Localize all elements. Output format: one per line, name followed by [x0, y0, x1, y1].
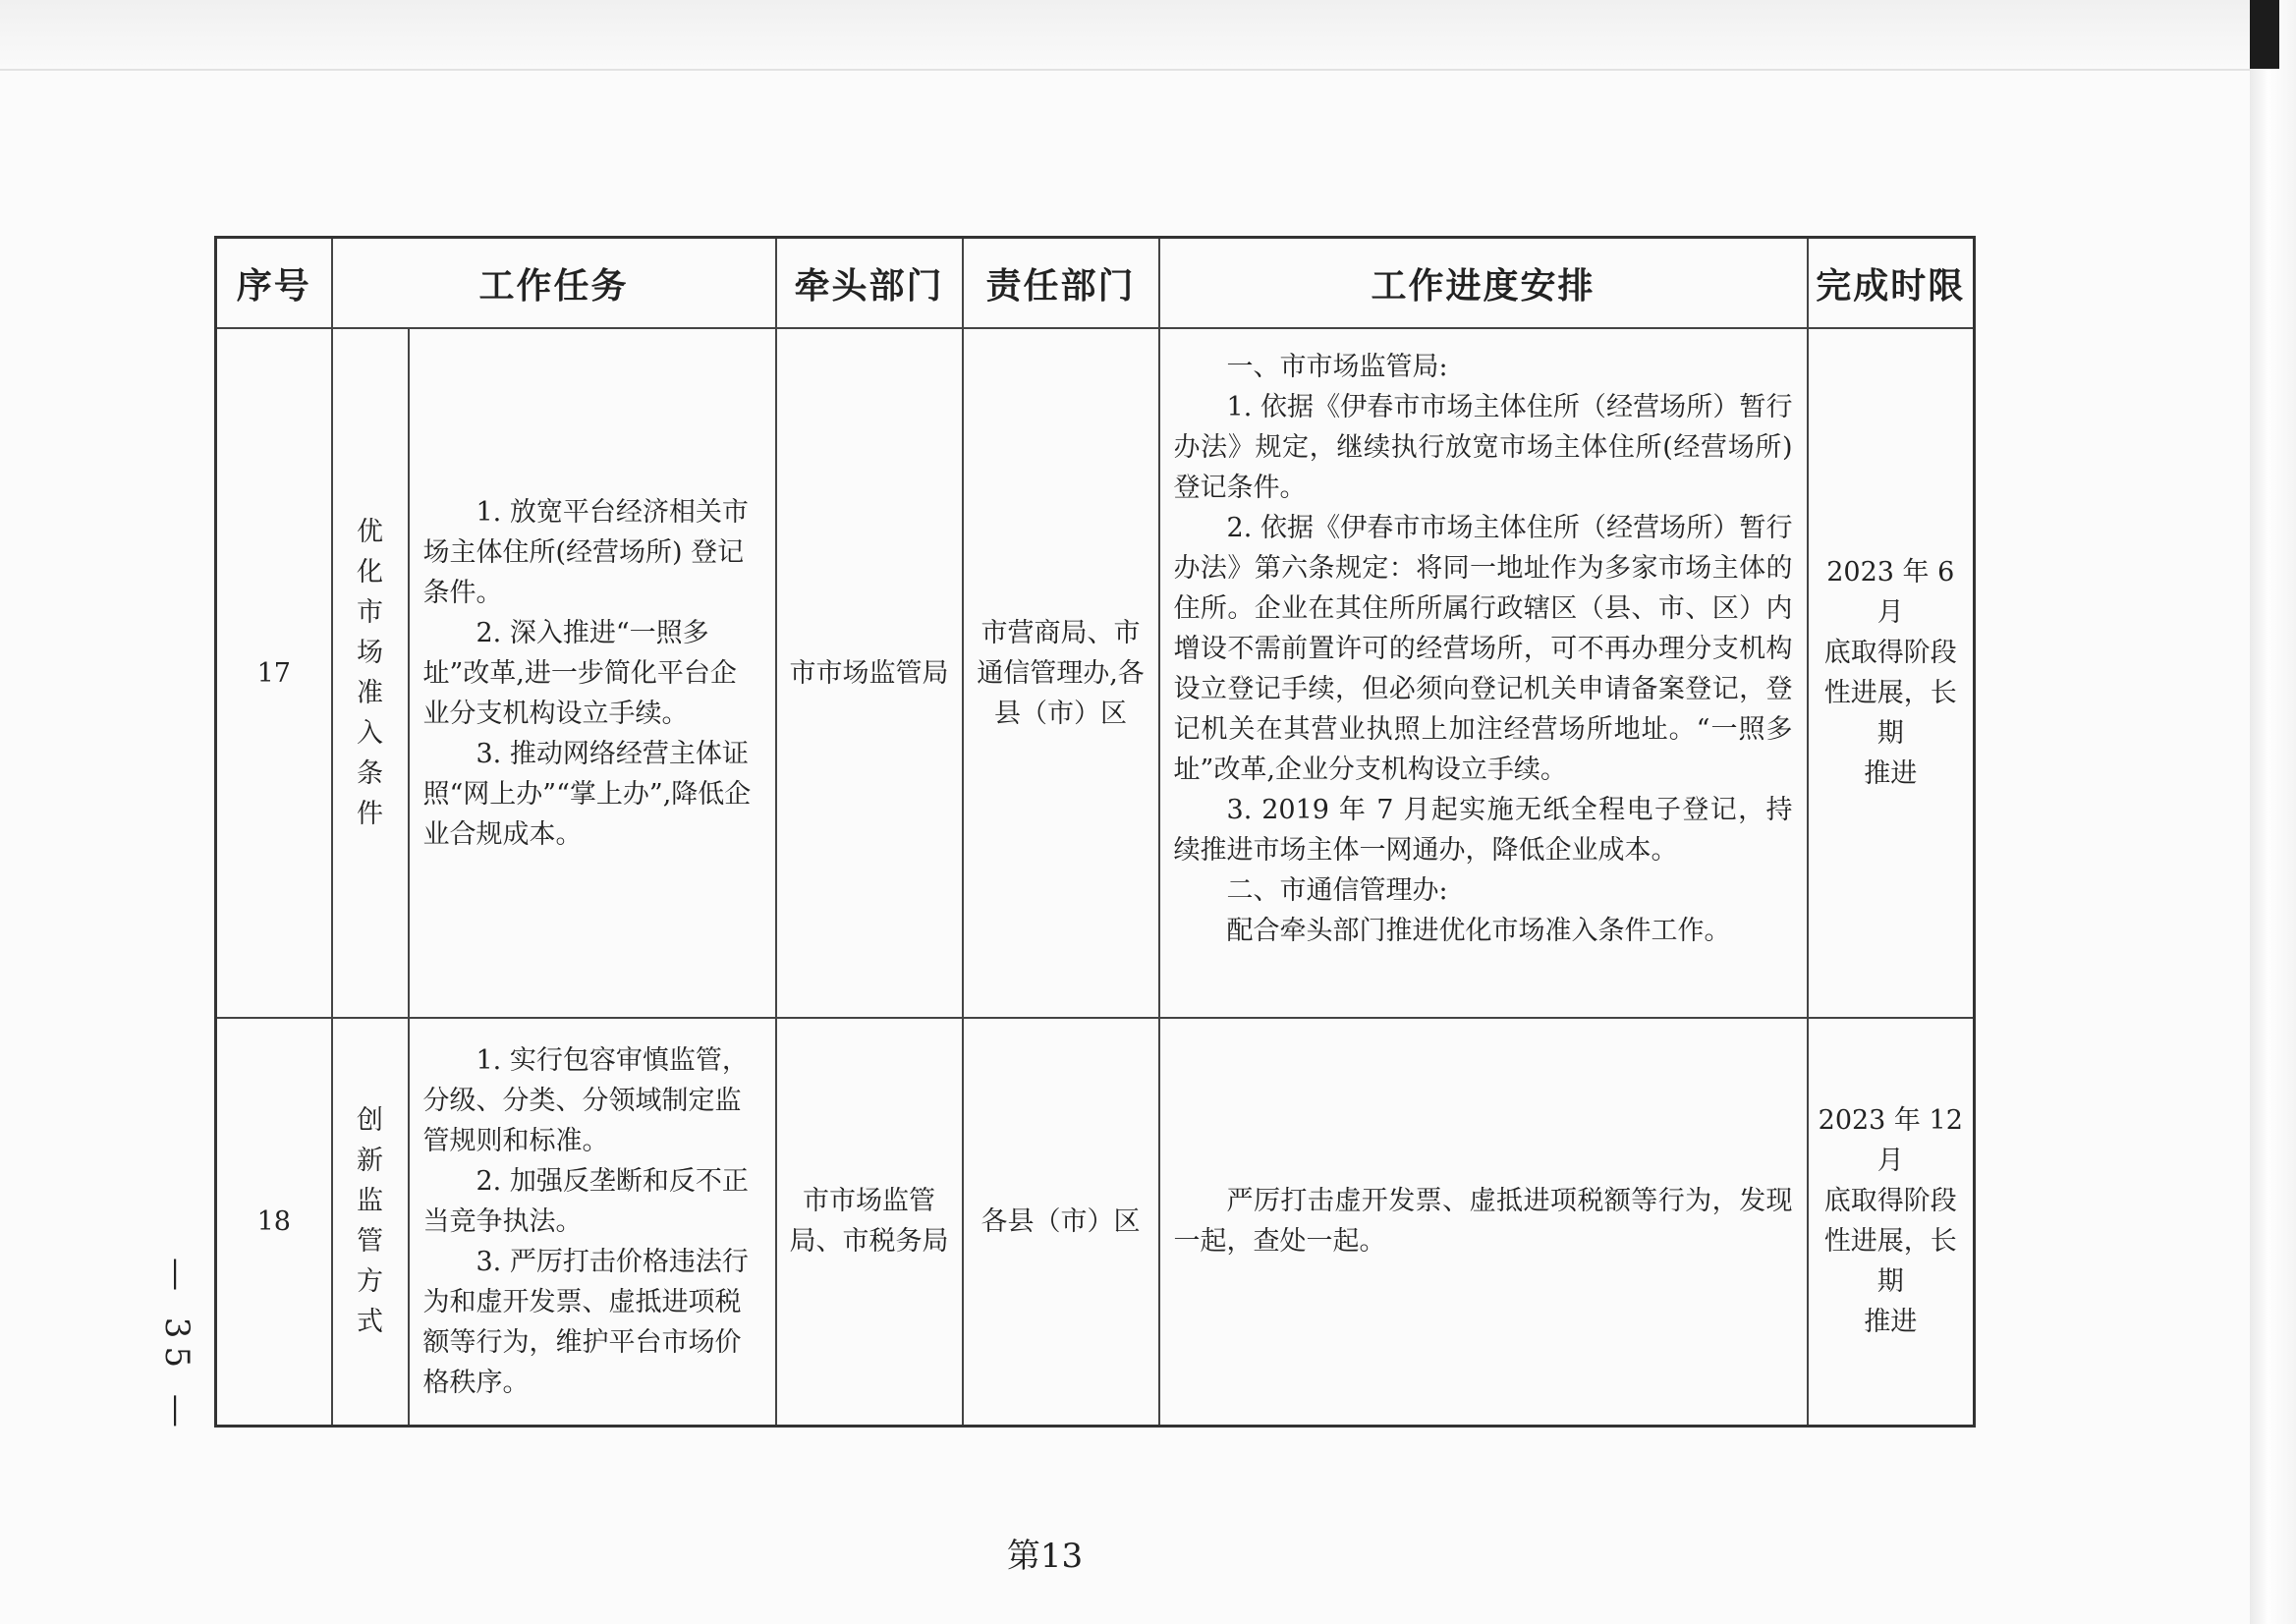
scan-corner-shadow	[2250, 0, 2279, 69]
header-deadline: 完成时限	[1808, 238, 1975, 329]
side-page-number: — 35 —	[157, 1258, 196, 1435]
row-lead-dept: 市市场监管局、市税务局	[776, 1018, 963, 1426]
task-item: 2. 深入推进“一照多址”改革,进一步简化平台企业分支机构设立手续。	[422, 617, 737, 729]
task-item: 2. 加强反垄断和反不正当竞争执法。	[422, 1165, 749, 1237]
plan-item: 1. 依据《伊春市市场主体住所（经营场所）暂行办法》规定，继续执行放宽市场主体住所(经营场所) 登记条件。	[1173, 392, 1793, 503]
row-deadline: 2023 年 6 月 底取得阶段 性进展，长期 推进	[1808, 328, 1975, 1018]
row-resp-dept: 市营商局、市通信管理办,各县（市）区	[963, 328, 1159, 1018]
plan-item: 严厉打击虚开发票、虚抵进项税额等行为，发现一起，查处一起。	[1173, 1186, 1793, 1258]
row-seq: 17	[216, 328, 332, 1018]
task-item: 3. 严厉打击价格违法行为和虚开发票、虚抵进项税额等行为，维护平台市场价格秩序。	[422, 1246, 749, 1398]
header-lead: 牵头部门	[776, 238, 963, 329]
header-plan: 工作进度安排	[1159, 238, 1808, 329]
row-plan	[1159, 1018, 1808, 1426]
plan-item: 2. 依据《伊春市市场主体住所（经营场所）暂行办法》第六条规定：将同一地址作为多家市场主体的住所。企业在其住所所属行政辖区（县、市、区）内增设不需前置许可的经营场所，可不再办理分支机构设立登记手续，但必须向登记机关申请备案登记，登记机关在其营业执照上加注经营场所地址。“一照多址”改革,企业分支机构设立手续。	[1173, 513, 1793, 785]
row-tasks	[409, 1018, 776, 1426]
header-task: 工作任务	[332, 238, 776, 329]
table-row	[216, 328, 1975, 1018]
plan-item: 配合牵头部门推进优化市场准入条件工作。	[1226, 916, 1731, 946]
task-item: 1. 实行包容审慎监管，分级、分类、分领域制定监管规则和标准。	[422, 1044, 749, 1156]
header-seq: 序号	[216, 238, 332, 329]
task-item: 1. 放宽平台经济相关市场主体住所(经营场所) 登记条件。	[422, 496, 749, 608]
row-tasks	[409, 328, 776, 1018]
table-row	[216, 1018, 1975, 1426]
task-item: 3. 推动网络经营主体证照“网上办”“掌上办”,降低企业合规成本。	[422, 738, 752, 850]
plan-item: 二、市通信管理办:	[1226, 875, 1448, 906]
row-lead-dept: 市市场监管局	[776, 328, 963, 1018]
scan-top-edge	[0, 0, 2250, 71]
header-resp: 责任部门	[963, 238, 1159, 329]
scan-right-edge	[2250, 0, 2296, 1624]
row-plan	[1159, 328, 1808, 1018]
row-topic: 创 新 监 管 方 式	[332, 1018, 409, 1426]
work-task-table	[214, 236, 1976, 1428]
footer-page-number: 第13	[1006, 1537, 1084, 1576]
row-topic: 优 化 市 场 准 入 条 件	[332, 328, 409, 1018]
row-seq: 18	[216, 1018, 332, 1426]
row-deadline: 2023 年 12 月 底取得阶段 性进展，长期 推进	[1808, 1018, 1975, 1426]
plan-item: 3. 2019 年 7 月起实施无纸全程电子登记，持续推进市场主体一网通办，降低企业成本。	[1173, 795, 1793, 866]
table-header-row	[216, 238, 1975, 329]
plan-item: 一、市市场监管局:	[1226, 352, 1448, 382]
row-resp-dept: 各县（市）区	[963, 1018, 1159, 1426]
